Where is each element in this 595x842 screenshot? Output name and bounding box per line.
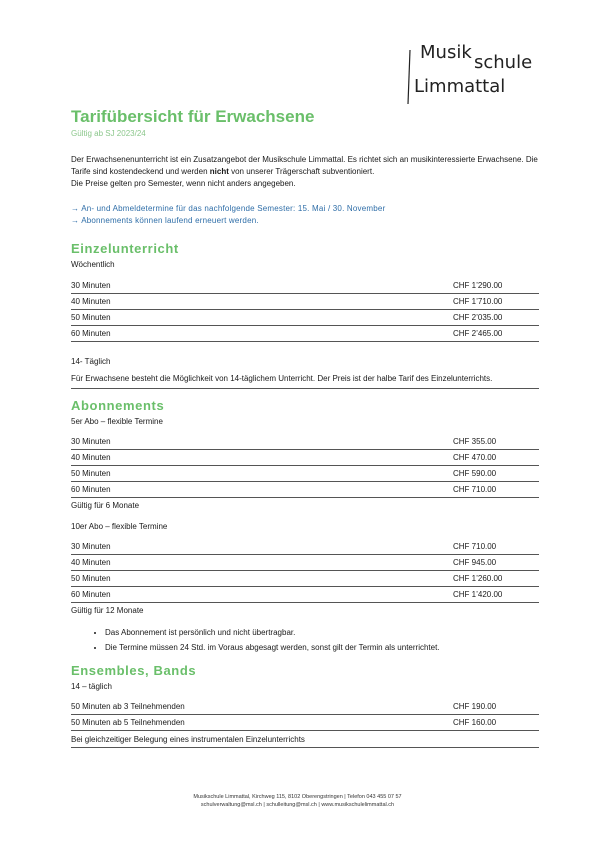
- price-cell: CHF 160.00: [453, 715, 539, 731]
- price-cell: CHF 1’290.00: [453, 278, 539, 294]
- section-heading-ensembles: Ensembles, Bands: [71, 663, 197, 678]
- ten-abo-validity: Gültig für 12 Monate: [71, 606, 144, 615]
- validity-subtitle: Gültig ab SJ 2023/24: [71, 129, 146, 138]
- price-cell: CHF 710.00: [453, 482, 539, 498]
- price-cell: CHF 1’710.00: [453, 294, 539, 310]
- five-abo-validity: Gültig für 6 Monate: [71, 501, 140, 510]
- intro-bold-word: nicht: [209, 167, 229, 176]
- page-title: Tarifübersicht für Erwachsene: [71, 107, 315, 126]
- table-row: [71, 278, 539, 294]
- musikschule-logo-graphic: [402, 36, 542, 106]
- info-arrows: [71, 203, 539, 227]
- duration-cell: 40 Minuten: [71, 450, 453, 466]
- biweekly-note: Für Erwachsene besteht die Möglichkeit von 14-täglichem Unterricht. Der Preis ist der halbe Tarif des Einzelunterrichts.: [71, 373, 539, 389]
- duration-cell: 30 Minuten: [71, 278, 453, 294]
- duration-cell: 30 Minuten: [71, 539, 453, 555]
- price-cell: CHF 710.00: [453, 539, 539, 555]
- ensemble-price-table: [71, 699, 539, 731]
- duration-cell: 50 Minuten: [71, 310, 453, 326]
- renewal-note: [71, 215, 539, 227]
- renewal-text: Abonnements können laufend erneuert werden.: [81, 216, 259, 225]
- table-row: [71, 715, 539, 731]
- table-row: [71, 310, 539, 326]
- price-cell: CHF 470.00: [453, 450, 539, 466]
- section-heading-abo: Abonnements: [71, 398, 165, 413]
- five-abo-label: 5er Abo – flexible Termine: [71, 417, 163, 426]
- duration-cell: 50 Minuten: [71, 466, 453, 482]
- price-cell: CHF 190.00: [453, 699, 539, 715]
- section-heading-einzel: Einzelunterricht: [71, 241, 179, 256]
- arrow-right-icon: →: [71, 216, 80, 225]
- logo-word-schule: schule: [474, 52, 533, 73]
- weekly-label: Wöchentlich: [71, 260, 115, 269]
- logo-word-musik: Musik: [420, 42, 472, 63]
- page-footer: [0, 793, 595, 809]
- intro-pricing-note: Die Preise gelten pro Semester, wenn nicht anders angegeben.: [71, 179, 296, 188]
- intro-part-1: Der Erwachsenenunterricht ist ein Zusatzangebot der Musikschule Limmattal. Es richtet sich an musikinteressierte Erwachsene. Die Tarife sind kostendeckend und werden: [71, 155, 538, 176]
- table-row: [71, 571, 539, 587]
- intro-part-2: von unserer Trägerschaft subventioniert.: [228, 167, 375, 176]
- ten-abo-table: [71, 539, 539, 603]
- table-row: [71, 450, 539, 466]
- price-cell: CHF 945.00: [453, 555, 539, 571]
- ensemble-note: Bei gleichzeitiger Belegung eines instrumentalen Einzelunterrichts: [71, 734, 539, 748]
- price-cell: CHF 2’035.00: [453, 310, 539, 326]
- table-row: [71, 294, 539, 310]
- musikschule-logo: [402, 36, 542, 106]
- list-item: • Die Termine müssen 24 Std. im Voraus abgesagt werden, sonst gilt der Termin als unterrichtet.: [105, 640, 539, 655]
- logo-word-limmattal: Limmattal: [414, 76, 506, 97]
- einzel-price-table: [71, 278, 539, 342]
- five-abo-table: [71, 434, 539, 498]
- duration-cell: 40 Minuten: [71, 294, 453, 310]
- table-row: [71, 555, 539, 571]
- duration-cell: 50 Minuten ab 5 Teilnehmenden: [71, 715, 453, 731]
- biweekly-label: 14- Täglich: [71, 357, 111, 366]
- table-row: [71, 434, 539, 450]
- duration-cell: 60 Minuten: [71, 326, 453, 342]
- table-row: [71, 326, 539, 342]
- main-content: [71, 106, 539, 748]
- logo-stroke: [408, 50, 410, 104]
- deadline-note: [71, 203, 539, 215]
- arrow-right-icon: →: [71, 204, 80, 213]
- duration-cell: 60 Minuten: [71, 482, 453, 498]
- intro-text: [71, 154, 539, 190]
- price-cell: CHF 1’260.00: [453, 571, 539, 587]
- duration-cell: 50 Minuten: [71, 571, 453, 587]
- duration-cell: 30 Minuten: [71, 434, 453, 450]
- price-cell: CHF 355.00: [453, 434, 539, 450]
- table-row: [71, 539, 539, 555]
- price-cell: CHF 590.00: [453, 466, 539, 482]
- list-item: • Das Abonnement ist persönlich und nicht übertragbar.: [105, 625, 539, 640]
- ensemble-frequency-label: 14 – täglich: [71, 682, 112, 691]
- table-row: [71, 482, 539, 498]
- deadline-text: An- und Abmeldetermine für das nachfolgende Semester: 15. Mai / 30. November: [81, 204, 386, 213]
- abo-conditions-list: [71, 625, 539, 655]
- table-row: [71, 466, 539, 482]
- duration-cell: 40 Minuten: [71, 555, 453, 571]
- table-row: [71, 699, 539, 715]
- ten-abo-label: 10er Abo – flexible Termine: [71, 522, 168, 531]
- duration-cell: 60 Minuten: [71, 587, 453, 603]
- table-row: [71, 587, 539, 603]
- price-cell: CHF 2’465.00: [453, 326, 539, 342]
- footer-address: Musikschule Limmattal, Kirchweg 115, 8102 Oberengstringen | Telefon 043 455 07 57: [193, 794, 402, 800]
- duration-cell: 50 Minuten ab 3 Teilnehmenden: [71, 699, 453, 715]
- footer-contacts: schulverwaltung@msl.ch | schulleitung@msl.ch | www.musikschulelimmattal.ch: [200, 802, 395, 808]
- price-cell: CHF 1’420.00: [453, 587, 539, 603]
